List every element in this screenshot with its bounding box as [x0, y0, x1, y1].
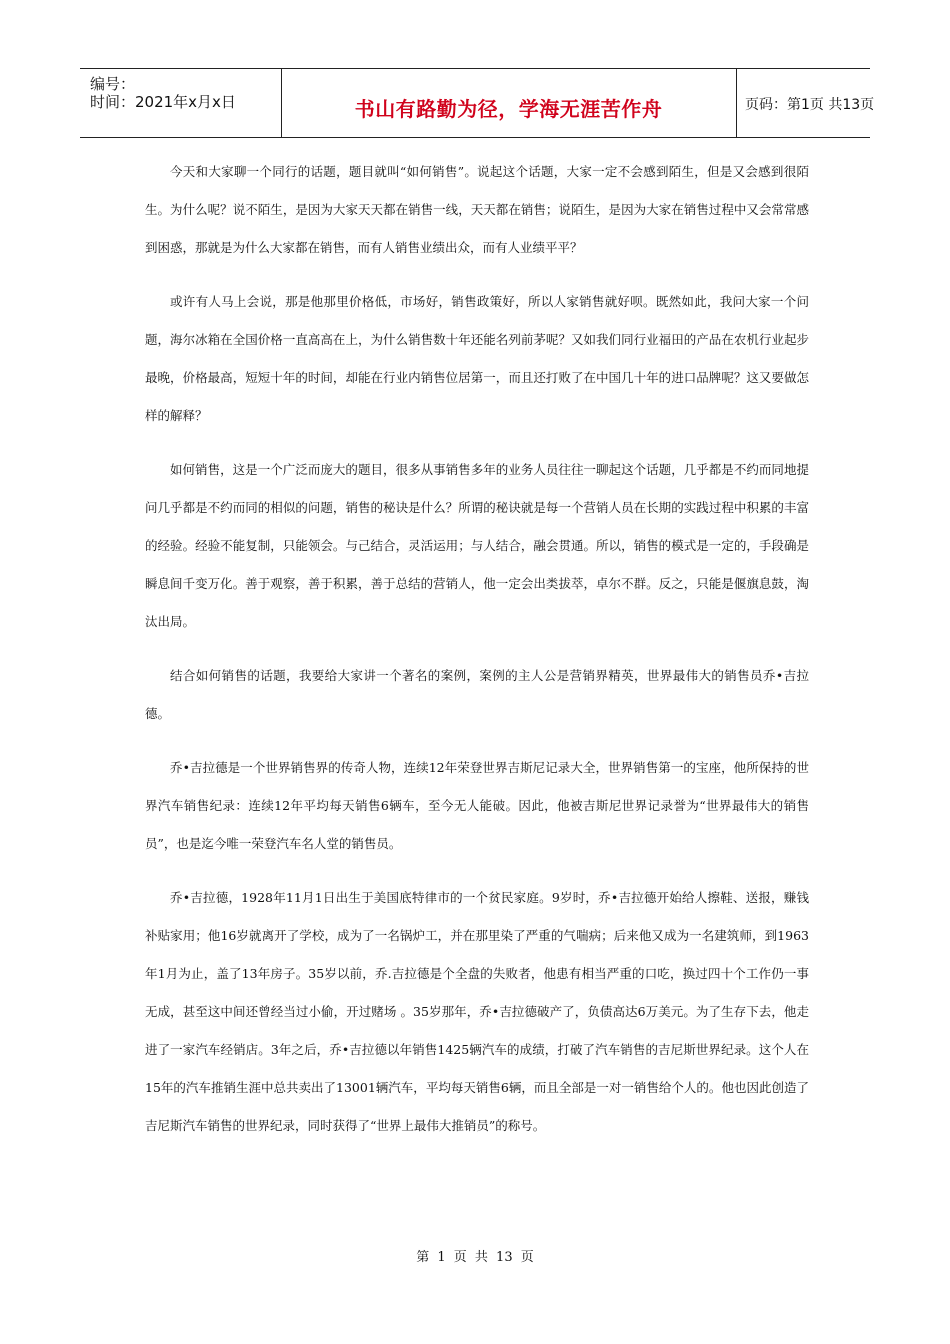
paragraph-1: 今天和大家聊一个同行的话题，题目就叫“如何销售”。说起这个话题，大家一定不会感到陌生，但是又会感到很陌生。为什么呢？说不陌生，是因为大家天天都在销售一线，天天都在销售；说陌生，是因为大家在销售过程中又会常常感到困惑，那就是为什么大家都在销售，而有人销售业绩出众，而有人业绩平平？	[145, 164, 809, 255]
page-header	[80, 68, 875, 138]
header-middle-cell	[281, 69, 737, 137]
header-right-cell	[737, 69, 875, 137]
paragraph-3: 如何销售，这是一个广泛而庞大的题目，很多从事销售多年的业务人员往往一聊起这个话题，几乎都是不约而同地提问几乎都是不约而同的相似的问题，销售的秘诀是什么？所谓的秘诀就是每一个营销人员在长期的实践过程中积累的丰富的经验。经验不能复制，只能领会。与己结合，灵活运用；与人结合，融会贯通。所以，销售的模式是一定的，手段确是瞬息间千变万化。善于观察，善于积累，善于总结的营销人，他一定会出类拔萃，卓尔不群。反之，只能是偃旗息鼓，淘汰出局。	[145, 462, 809, 629]
header-left-cell	[80, 69, 282, 137]
header-motto: 书山有路勤为径，学海无涯苦作舟	[354, 97, 663, 121]
paragraph-5: 乔•吉拉德是一个世界销售界的传奇人物，连续12年荣登世界吉斯尼记录大全，世界销售第一的宝座，他所保持的世界汽车销售纪录：连续12年平均每天销售6辆车，至今无人能破。因此，他被吉斯尼世界记录誉为“世界最伟大的销售员”，也是迄今唯一荣登汽车名人堂的销售员。	[145, 760, 809, 851]
document-body	[145, 153, 809, 1161]
header-page-code: 页码：第1页 共13页	[745, 97, 875, 113]
document-time-label: 时间：2021年x月x日	[90, 93, 236, 111]
paragraph-4: 结合如何销售的话题，我要给大家讲一个著名的案例，案例的主人公是营销界精英，世界最伟大的销售员乔•吉拉德。	[145, 668, 809, 721]
page-footer: 第 1 页 共 13 页	[416, 1250, 534, 1265]
paragraph-6: 乔•吉拉德，1928年11月1日出生于美国底特律市的一个贫民家庭。9岁时，乔•吉拉德开始给人擦鞋、送报，赚钱补贴家用；他16岁就离开了学校，成为了一名锅炉工，并在那里染了严重的气喘病；后来他又成为一名建筑师，到1963年1月为止，盖了13年房子。35岁以前，乔.吉拉德是个全盘的失败者，他患有相当严重的口吃，换过四十个工作仍一事无成，甚至这中间还曾经当过小偷，开过赌场 。35岁那年，乔•吉拉德破产了，负债高达6万美元。为了生存下去，他走进了一家汽车经销店。3年之后，乔•吉拉德以年销售1425辆汽车的成绩，打破了汽车销售的吉尼斯世界纪录。这个人在15年的汽车推销生涯中总共卖出了13001辆汽车，平均每天销售6辆，而且全部是一对一销售给个人的。他也因此创造了吉尼斯汽车销售的世界纪录，同时获得了“世界上最伟大推销员”的称号。	[145, 890, 809, 1133]
paragraph-2: 或许有人马上会说，那是他那里价格低，市场好，销售政策好，所以人家销售就好呗。既然如此，我问大家一个问题，海尔冰箱在全国价格一直高高在上，为什么销售数十年还能名列前茅呢？又如我们同行业福田的产品在农机行业起步最晚，价格最高，短短十年的时间，却能在行业内销售位居第一，而且还打败了在中国几十年的进口品牌呢？这又要做怎样的解释？	[145, 294, 809, 423]
document-number-label: 编号：	[90, 75, 136, 93]
